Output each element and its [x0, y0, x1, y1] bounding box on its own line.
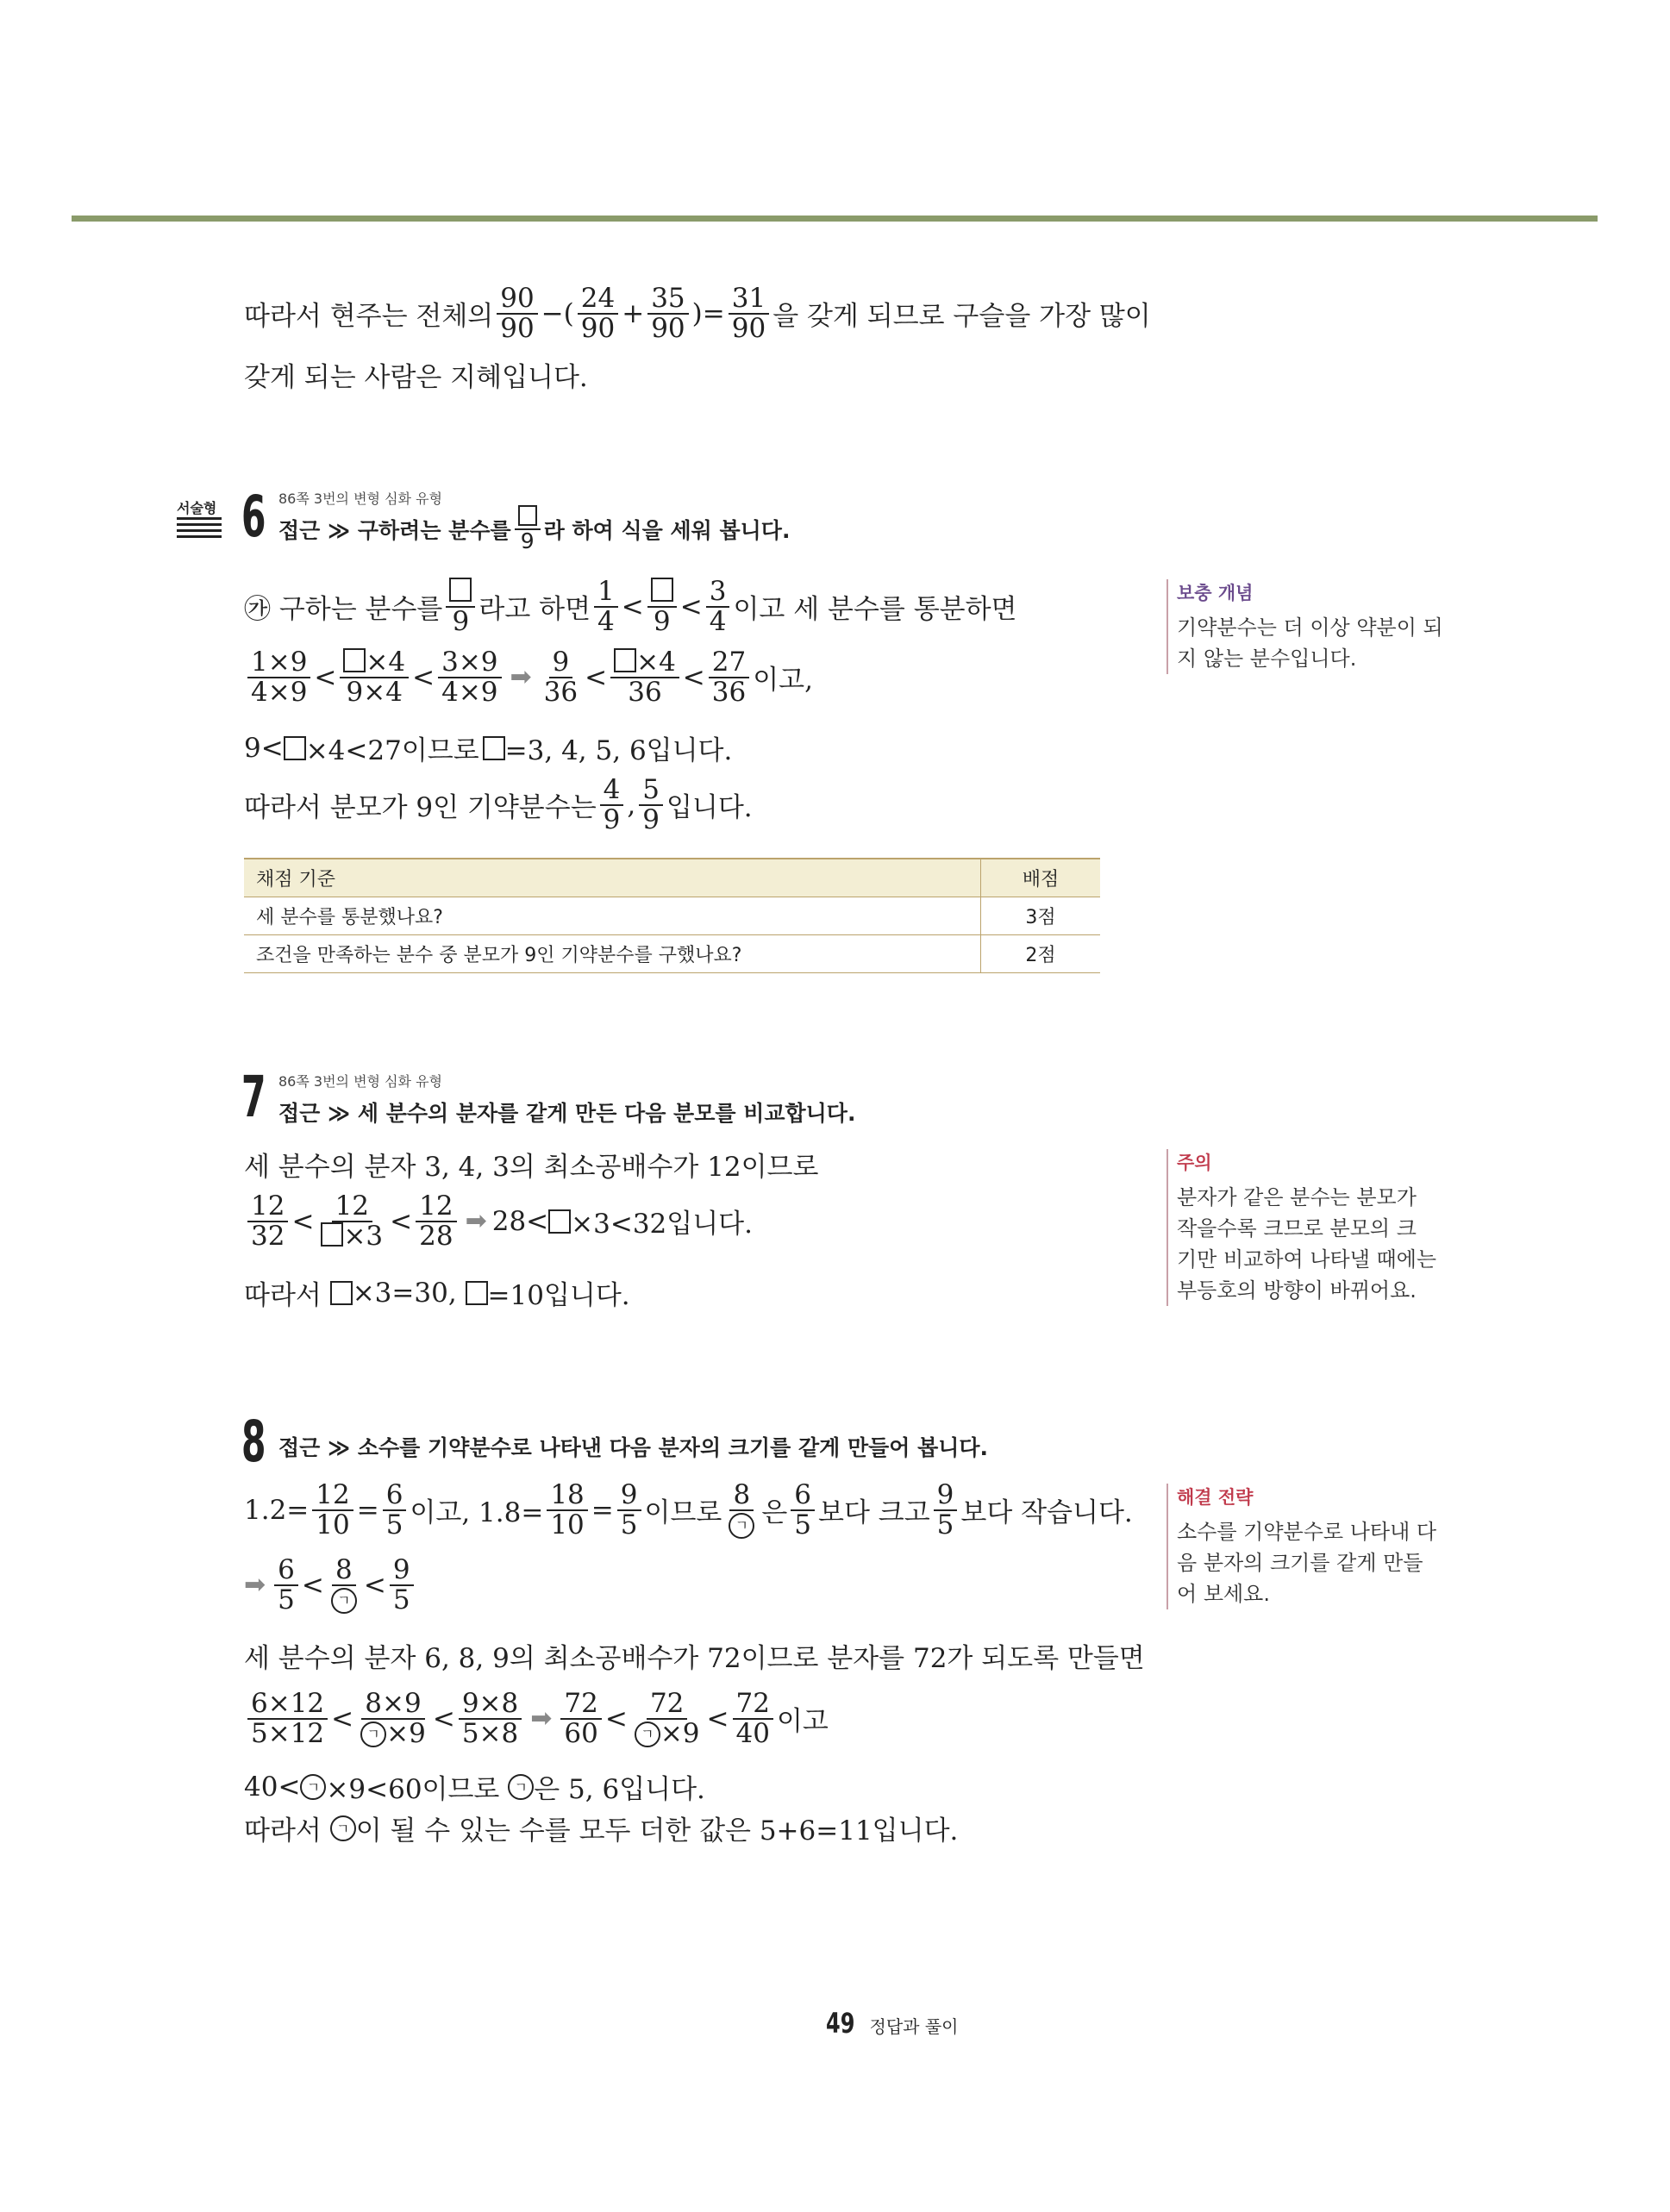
fraction: $\frac{72}{40}$ [733, 1690, 773, 1747]
q7-line-2: $\frac{12}{32}$ < $\frac{12}{\times 3}$ < $\frac{12}{28}$ ➡ 28< ×3<32입니다. [244, 1192, 753, 1250]
table-header-criteria: 채점 기준 [244, 859, 981, 897]
fraction: $\frac{3\times 9}{4\times 9}$ [438, 648, 501, 706]
page-footer [826, 2007, 959, 2040]
fraction: $\frac{8}{\text{ㄱ}}$ [328, 1556, 360, 1614]
page-label: 정답과 풀이 [869, 2016, 959, 2037]
arrow-right-icon: ➡ [510, 662, 532, 693]
fraction: $\frac{5}{9}$ [639, 776, 663, 834]
table-row [244, 935, 1100, 973]
intro-line-2: 갖게 되는 사람은 지혜입니다. [244, 362, 588, 393]
fraction: $\frac{12}{\times 3}$ [317, 1192, 386, 1250]
question-tag: 86쪽 3번의 변형 심화 유형 [278, 1073, 442, 1090]
table-header-points: 배점 [981, 859, 1101, 897]
approach-line: 접근 ≫ 세 분수의 분자를 같게 만든 다음 분모를 비교합니다. [278, 1101, 856, 1126]
sidenote-strategy [1166, 1484, 1436, 1609]
essay-badge: 서술형 [177, 500, 217, 516]
fraction: $\frac{9}{5}$ [934, 1481, 958, 1539]
fraction: $\frac{72}{\text{ㄱ ×9}}$ [631, 1690, 704, 1747]
q7-line-1: 세 분수의 분자 3, 4, 3의 최소공배수가 12이므로 [244, 1152, 819, 1183]
q8-line-2: ➡ $\frac{6}{5}$ < $\frac{8}{\text{ㄱ}}$ < $\frac{9}{5}$ [244, 1556, 417, 1614]
fraction: 9 [647, 578, 677, 635]
sidenote-concept [1166, 579, 1443, 674]
fraction: $\frac{9}{5}$ [617, 1481, 641, 1539]
table-cell: 3점 [981, 897, 1101, 935]
sidenote-text: 부등호의 방향이 바뀌어요. [1177, 1278, 1417, 1303]
fraction: $\frac{24}{90}$ [578, 284, 618, 342]
arrow-right-icon: ➡ [244, 1570, 266, 1601]
fraction: $\frac{6}{5}$ [383, 1481, 407, 1539]
q8-line-6: 따라서 ㄱ 이 될 수 있는 수를 모두 더한 값은 5+6=11입니다. [244, 1815, 959, 1846]
question-number: 6 [241, 484, 266, 550]
operator: )= [691, 297, 725, 329]
q6-line-1: ㉮ 구하는 분수를 9 라고 하면 $\frac{1}{4}$ < 9 < $\frac{3}{4}$ 이고 세 분수를 통분하면 [244, 576, 1017, 637]
operator: + [622, 297, 645, 329]
arrow-right-icon: ➡ [530, 1703, 553, 1734]
table-cell: 조건을 만족하는 분수 중 분모가 9인 기약분수를 구했나요? [244, 935, 981, 973]
fraction: $\frac{9\times 8}{5\times 8}$ [459, 1690, 522, 1747]
sidenote-text: 분자가 같은 분수는 분모가 [1177, 1185, 1417, 1209]
fraction: $\frac{12}{32}$ [247, 1192, 288, 1250]
sidenote-text: 기약분수는 더 이상 약분이 되 [1177, 615, 1443, 640]
fraction: $\frac{1}{4}$ [594, 578, 618, 635]
question-tag: 86쪽 3번의 변형 심화 유형 [278, 491, 442, 507]
sidenote-title: 주의 [1177, 1153, 1212, 1173]
fraction: 9 [515, 505, 541, 553]
q8-line-1: 1.2= $\frac{12}{10}$ = $\frac{6}{5}$ 이고, 1.8= $\frac{18}{10}$ = $\frac{9}{5}$ 이므로 $\frac{8}{\text{ㄱ}}$ 은 $\frac{6}{5}$ 보다 크고 $\frac{9}{5}$ 보다 작습니다. [244, 1479, 1133, 1540]
sidenote-text: 소수를 기약분수로 나타내 다 [1177, 1520, 1437, 1544]
fraction: $\frac{12}{28}$ [416, 1192, 456, 1250]
q6-line-2: $\frac{1\times 9}{4\times 9}$ < $\frac{\times 4}{9\times 4}$ < $\frac{3\times 9}{4\times 9}$ ➡ $\frac{9}{36}$ < $\frac{\times 4}{36}$ < $\frac{27}{36}$ 이고, [244, 648, 813, 706]
fraction: $\frac{6\times 12}{5\times 12}$ [247, 1690, 328, 1747]
scoring-table [244, 858, 1100, 973]
sidenote-text: 작을수록 크므로 분모의 크 [1177, 1216, 1417, 1240]
approach-line: 접근 ≫ 구하려는 분수를 9 라 하여 식을 세워 봅니다. [278, 505, 790, 553]
q7-line-3: 따라서 ×3=30, =10입니다. [244, 1277, 630, 1311]
table-row [244, 897, 1100, 935]
sidenote-text: 지 않는 분수입니다. [1177, 647, 1357, 671]
q8-line-5: 40< ㄱ ×9<60이므로 ㄱ 은 5, 6입니다. [244, 1771, 705, 1805]
fraction: $\frac{31}{90}$ [729, 284, 769, 342]
fraction: $\frac{3}{4}$ [706, 578, 730, 635]
table-header-row [244, 859, 1100, 897]
fraction: $\frac{6}{5}$ [791, 1481, 815, 1539]
sidenote-caution [1166, 1149, 1436, 1306]
intro-text: 을 갖게 되므로 구슬을 가장 많이 [772, 301, 1151, 333]
fraction: $\frac{4}{9}$ [600, 776, 624, 834]
essay-badge-lines [177, 517, 222, 541]
table-cell: 세 분수를 통분했나요? [244, 897, 981, 935]
q8-line-4: $\frac{6\times 12}{5\times 12}$ < $\frac{8\times 9}{\text{ㄱ ×9}}$ < $\frac{9\times 8}{5\times 8}$ ➡ $\frac{72}{60}$ < $\frac{72}{\text{ㄱ ×9}}$ < $\frac{72}{40}$ 이고 [244, 1690, 829, 1747]
fraction: $\frac{6}{5}$ [274, 1556, 298, 1614]
fraction: $\frac{35}{90}$ [647, 284, 688, 342]
fraction: $\frac{27}{36}$ [709, 648, 749, 706]
page-number: 49 [826, 2007, 855, 2040]
sidenote-title: 해결 전략 [1177, 1487, 1254, 1508]
fraction: $\frac{90}{90}$ [497, 284, 537, 342]
fraction: $\frac{72}{60}$ [560, 1690, 601, 1747]
fraction: $\frac{1\times 9}{4\times 9}$ [247, 648, 310, 706]
top-rule [72, 216, 1598, 222]
sidenote-text: 음 분자의 크기를 같게 만들 [1177, 1551, 1423, 1575]
fraction: $\frac{8}{\text{ㄱ}}$ [725, 1481, 758, 1539]
sidenote-text: 어 보세요. [1177, 1582, 1270, 1606]
question-number: 7 [241, 1064, 266, 1130]
fraction: $\frac{8\times 9}{\text{ㄱ ×9}}$ [357, 1690, 429, 1747]
table-cell: 2점 [981, 935, 1101, 973]
q6-line-4: 따라서 분모가 9인 기약분수는 $\frac{4}{9}$ , $\frac{5}{9}$ 입니다. [244, 774, 753, 835]
approach-line: 접근 ≫ 소수를 기약분수로 나타낸 다음 분자의 크기를 같게 만들어 봅니다. [278, 1435, 989, 1460]
q8-line-3: 세 분수의 분자 6, 8, 9의 최소공배수가 72이므로 분자를 72가 되도록 만들면 [244, 1643, 1145, 1674]
arrow-right-icon: ➡ [465, 1206, 487, 1237]
sidenote-text: 기만 비교하여 나타낼 때에는 [1177, 1247, 1437, 1272]
q6-line-3: 9< ×4<27이므로 =3, 4, 5, 6입니다. [244, 732, 733, 766]
fraction: $\frac{\times 4}{9\times 4}$ [340, 648, 409, 706]
fraction: $\frac{9}{5}$ [390, 1556, 414, 1614]
intro-text: 따라서 현주는 전체의 [244, 301, 494, 333]
fraction: $\frac{\times 4}{36}$ [610, 648, 679, 706]
sidenote-title: 보충 개념 [1177, 583, 1254, 603]
fraction: 9 [446, 578, 475, 635]
fraction: $\frac{12}{10}$ [312, 1481, 353, 1539]
fraction: $\frac{18}{10}$ [547, 1481, 587, 1539]
question-number: 8 [241, 1409, 266, 1475]
fraction: $\frac{9}{36}$ [543, 647, 579, 708]
operator: −( [541, 297, 574, 329]
intro-line-1 [244, 284, 1151, 342]
